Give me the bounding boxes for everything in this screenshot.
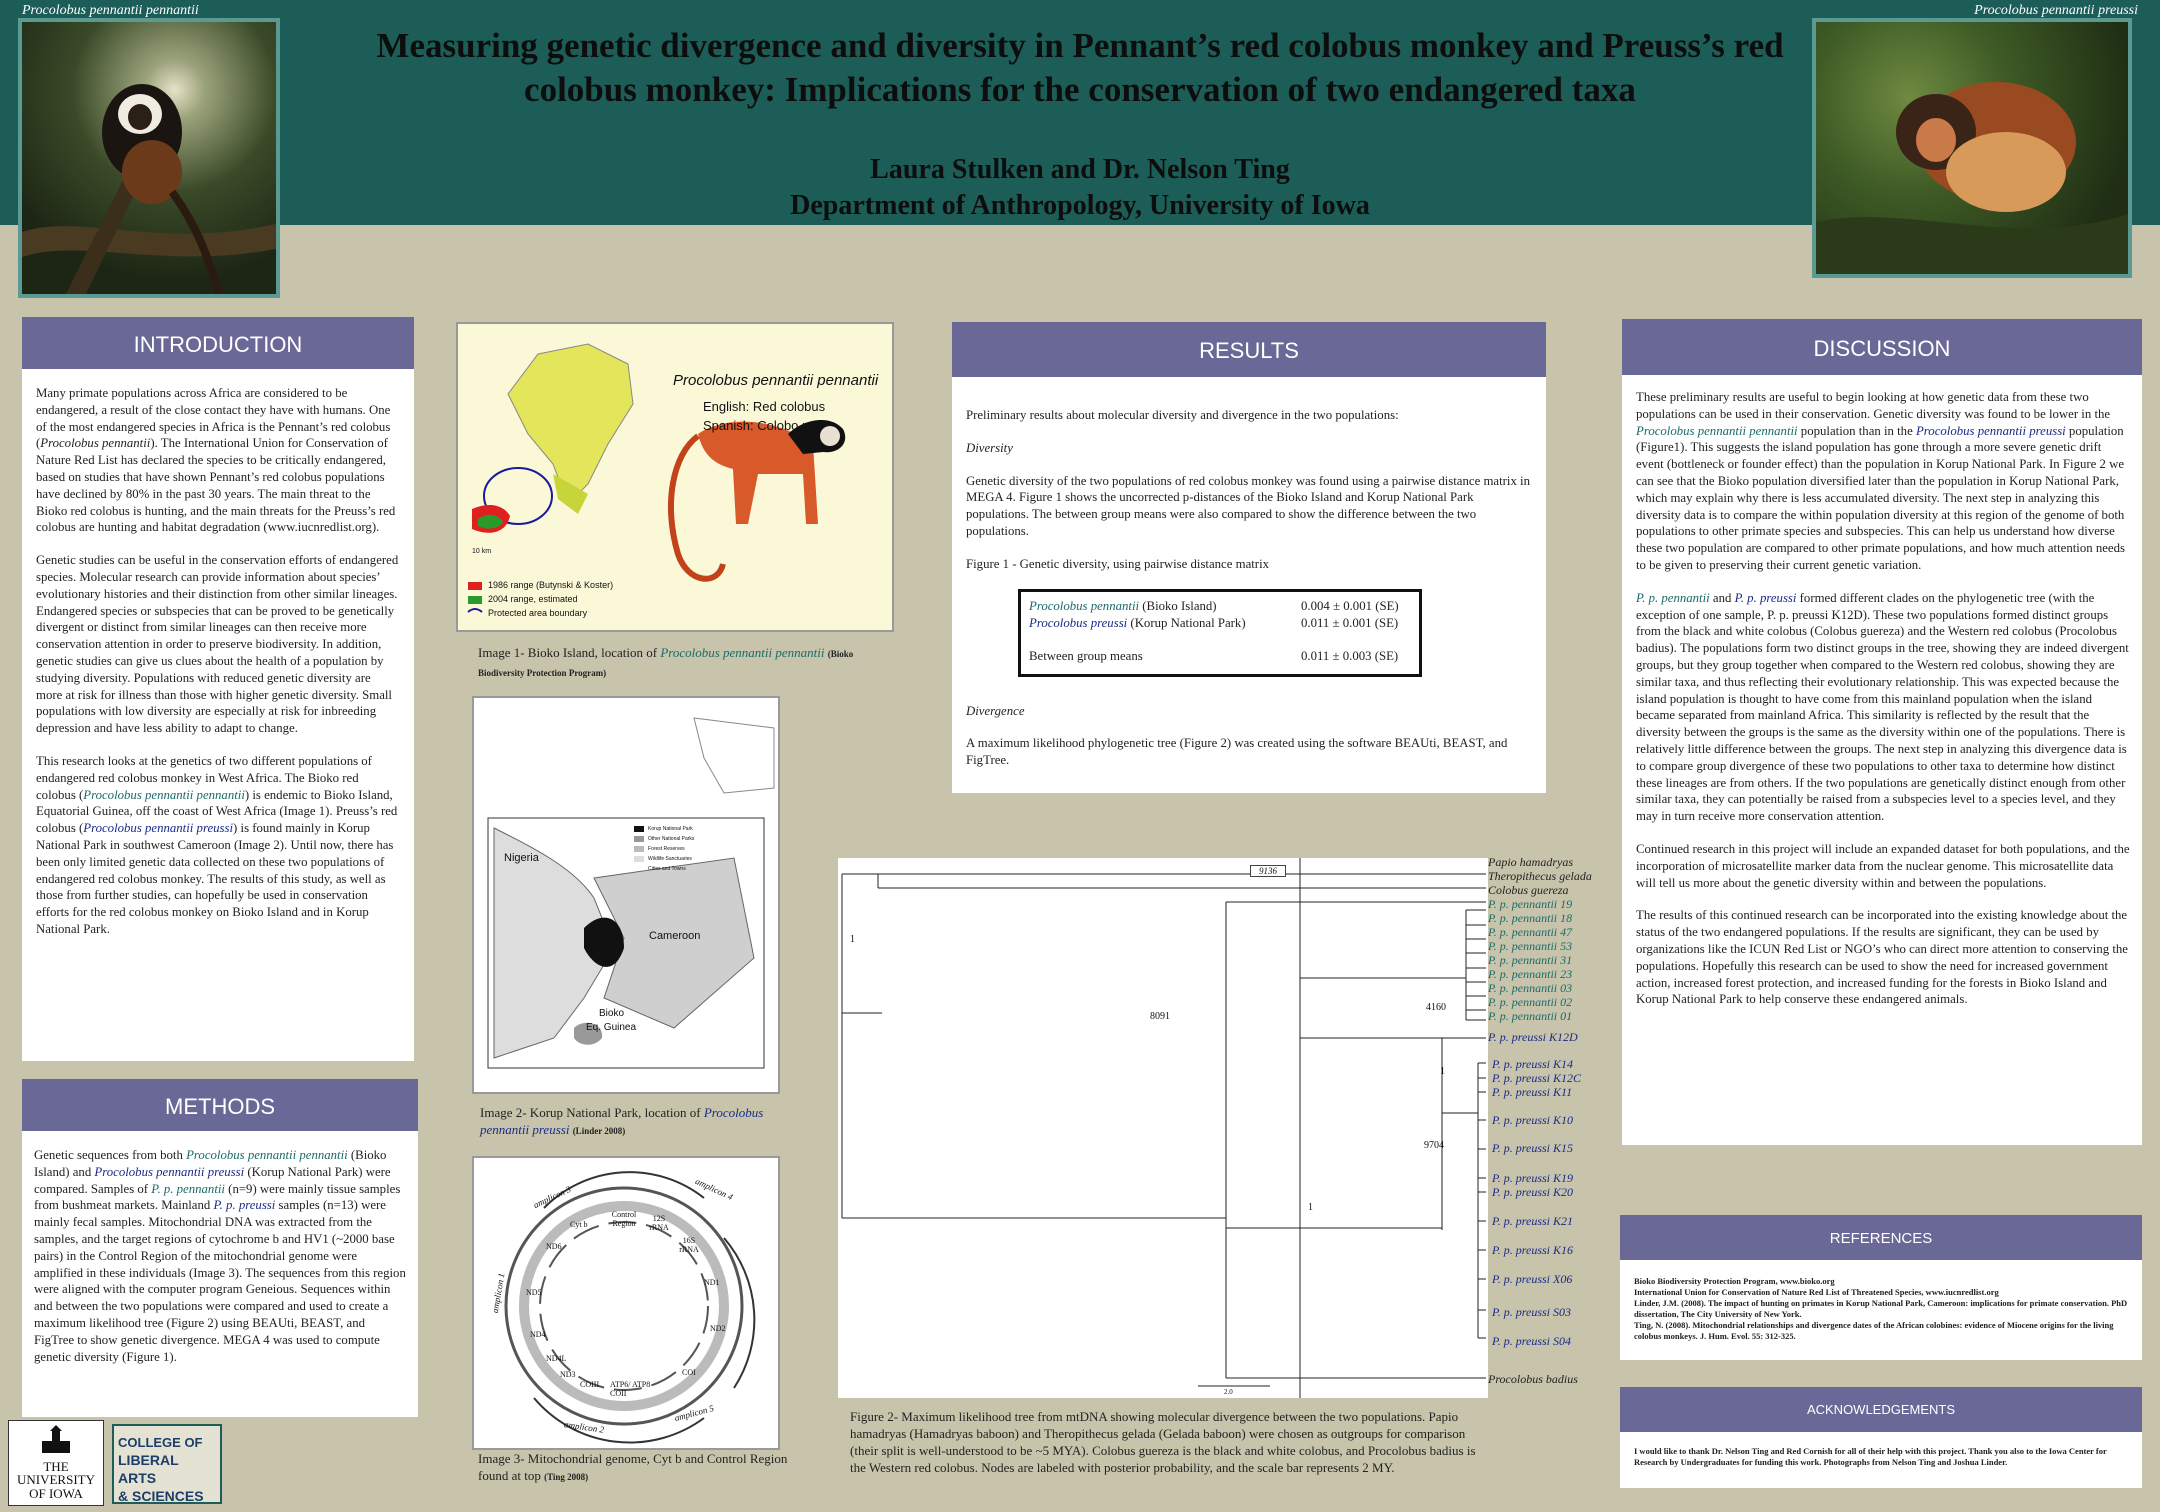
scale-bar-label: 2.0 bbox=[1224, 1388, 1233, 1396]
tree-leaf: P. p. preussi K15 bbox=[1492, 1141, 1574, 1155]
acknowledgements-heading: ACKNOWLEDGEMENTS bbox=[1620, 1387, 2142, 1432]
tree-leaf: P. p. pennantii 19 bbox=[1488, 897, 1573, 911]
acknowledgements-panel bbox=[1620, 1432, 2142, 1488]
figure-1-table bbox=[1018, 589, 1422, 677]
tree-leaf: P. p. preussi K12D bbox=[1488, 1030, 1578, 1044]
image-3-mito-genome: amplicon 3 amplicon 4 amplicon 1 amplicon 5 amplicon 2 Cyt b Control Region 12S rRNA 16S rRNA ND6 ND5 ND1 ND2 ND4 ND4L ND3 COIII ATP6/ ATP8 COII COI bbox=[472, 1156, 780, 1450]
tree-leaf: P. p. preussi K10 bbox=[1492, 1113, 1574, 1127]
references-heading: REFERENCES bbox=[1620, 1215, 2142, 1260]
tree-leaf: P. p. pennantii 02 bbox=[1488, 995, 1573, 1009]
node-label: 1 bbox=[850, 934, 855, 945]
results-intro: Preliminary results about molecular diversity and divergence in the two populations: bbox=[966, 408, 1399, 422]
authors-block bbox=[330, 152, 1830, 224]
node-label: 9704 bbox=[1424, 1140, 1444, 1151]
methods-paragraph: Genetic sequences from both Procolobus pennantii pennantii (Bioko Island) and Procolobus pennantii preussi (Korup National Park) were compared. Samples of P. p. pennantii (n=9) were mainly tissue samples from bushmeat markets. Mainland P. p. preussi samples (n=13) were mainly fecal samples. Mitochondrial DNA was extracted from the samples, and the target regions of cytochrome b and HV1 (~2000 base pairs) in the Control Region of the mitochondrial genome were amplified in these individuals (Image 3). The sequences from this region were aligned with the computer program Geneious. Sequences within and between the two populations were compared and used to create a maximum likelihood tree (Figure 2) using BEAUti, BEAST, and FigTree to show genetic divergence. MEGA 4 was used to compute genetic diversity (Figure 1). bbox=[34, 1148, 406, 1364]
tree-leaf: P. p. preussi K16 bbox=[1492, 1243, 1574, 1257]
tree-leaf: Procolobus badius bbox=[1488, 1372, 1578, 1386]
mito-genome-diagram bbox=[474, 1158, 778, 1448]
image-2-caption: Image 2- Korup National Park, location of Procolobus pennantii preussi (Linder 2008) bbox=[480, 1105, 764, 1137]
poster-title: Measuring genetic divergence and diversity in Pennant’s red colobus monkey and Preuss’s red colobus monkey: Implications for the conservation of two endangered taxa bbox=[376, 26, 1784, 109]
intro-paragraph-1: Many primate populations across Africa are considered to be endangered, a result of the close contact they have with humans. One of the most endangered species in Africa is the Pennant’s red colobus (Procolobus pennantii). The International Union for Conservation of Nature Red List has declared the species to be critically endangered, based on studies that have shown Pennant’s red colobus populations have declined by 80% in the past 30 years. The main threat to the Bioko red colobus is hunting, and the main threats for the Preuss’s red colobus are hunting and habitat degradation (www.iucnredlist.org). bbox=[36, 386, 396, 535]
references-panel bbox=[1620, 1260, 2142, 1360]
tree-leaf: Colobus guereza bbox=[1488, 883, 1569, 897]
discussion-heading: DISCUSSION bbox=[1622, 319, 2142, 375]
image-2-korup-map: Nigeria Cameroon Bioko Eq. Guinea Korup National Park Other National Parks Forest Reserves Wildlife Sanctuaries Cities and Towns bbox=[472, 696, 780, 1094]
tree-leaf: Theropithecus gelada bbox=[1488, 869, 1592, 883]
right-photo-caption: Procolobus pennantii preussi bbox=[1974, 3, 2138, 18]
tree-leaf: P. p. pennantii 18 bbox=[1488, 911, 1573, 925]
figure-1-caption: Figure 1 - Genetic diversity, using pairwise distance matrix bbox=[966, 556, 1270, 571]
university-of-iowa-logo: THE UNIVERSITY OF IOWA bbox=[8, 1420, 104, 1506]
figure-2-caption: Figure 2- Maximum likelihood tree from mtDNA showing molecular divergence between the two populations. Papio hamadryas (Hamadryas baboon) and Theropithecus gelada (Gelada baboon) were chosen as outgroups for comparison (their split is well-understood to be ~5 MYA). Colobus guereza is the black and white colobus, and Procolobus badius is the Western red colobus. Nodes are labeled with posterior probability, and the scale bar represents 2 MY. bbox=[850, 1409, 1476, 1475]
reference-item: Linder, J.M. (2008). The impact of hunting on primates in Korup National Park, Cameroon: implications for primate conservation. PhD dissertation, The City University of New York. bbox=[1634, 1298, 2128, 1319]
bioko-monkey-photo bbox=[18, 18, 280, 298]
image-2-legend: Korup National Park Other National Parks Forest Reserves Wildlife Sanctuaries Cities and Towns bbox=[648, 826, 695, 872]
intro-paragraph-3: This research looks at the genetics of two different populations of endangered red colobus monkey in West Africa. The Bioko red colobus (Procolobus pennantii pennantii) is endemic to Bioko Island, Equatorial Guinea, off the coast of West Africa (Image 1). Preuss’s red colobus (Procolobus pennantii preussi) is found mainly in Korup National Park in southwest Cameroon (Image 2). Until now, there has been only limited genetic data collected on these two populations of endangered red colobus monkey. The results of this study, as well as those from further studies, can hopefully be used in conservation efforts for the red colobus monkey on Bioko Island and in Korup National Park. bbox=[36, 753, 398, 936]
diversity-text: Genetic diversity of the two populations of red colobus monkey was found using a pairwise distance matrix in MEGA 4. Figure 1 shows the uncorrected p-distances of the Bioko Island and Korup National Park populations. The between group means were also compared to show the difference between the two populations. bbox=[966, 473, 1531, 538]
discussion-paragraph-3: Continued research in this project will include an expanded dataset for both populations, and the incorporation of microsatellite marker data from the nuclear genome. This microsatellite data will tell us more about the genetic diversity within and between the populations. bbox=[1636, 841, 2130, 890]
methods-heading: METHODS bbox=[22, 1079, 418, 1131]
intro-paragraph-2: Genetic studies can be useful in the conservation efforts of endangered species. Molecular research can provide information about species’ evolutionary histories and their distinction from other similar lineages. Endangered species or subspecies that can be proved to be genetically divergent or distinct from similar lineages can then receive more conservation attention in order to preserve biodiversity. In addition, genetic studies can give us clues about the health of a population by studying diversity. Populations with reduced genetic diversity are more at risk for illness than those with higher genetic diversity. Small populations with low diversity are especially at risk for inbreeding depression and have less ability to adapt to change. bbox=[36, 553, 399, 736]
discussion-panel bbox=[1622, 375, 2142, 1145]
tree-leaf: P. p. preussi K21 bbox=[1492, 1214, 1574, 1228]
table-row: Procolobus preussi (Korup National Park) 0.011 ± 0.001 (SE) bbox=[1029, 615, 1399, 630]
reference-item: Ting, N. (2008). Mitochondrial relationships and divergence dates of the African colobines: evidence of Miocene origins for the living colobus monkeys. J. Hum. Evol. 55: 312-325. bbox=[1634, 1320, 2114, 1341]
introduction-heading: INTRODUCTION bbox=[22, 317, 414, 369]
introduction-panel bbox=[22, 369, 414, 1061]
tree-leaf: P. p. pennantii 23 bbox=[1488, 967, 1573, 981]
tree-leaf: P. p. pennantii 01 bbox=[1488, 1009, 1573, 1023]
acknowledgements-text: I would like to thank Dr. Nelson Ting and Red Cornish for all of their help with this project. Thank you also to the Iowa Center for Research by Undergraduates for funding this work. Photographs from Nelson Ting and Joshua Linder. bbox=[1634, 1446, 2107, 1467]
department: Department of Anthropology, University of Iowa bbox=[790, 190, 1370, 221]
node-label: 9136 bbox=[1250, 865, 1286, 877]
divergence-heading: Divergence bbox=[966, 703, 1025, 718]
korup-monkey-photo bbox=[1812, 18, 2132, 278]
discussion-paragraph-4: The results of this continued research can be incorporated into the existing knowledge about the status of the two endangered populations. If the results are significant, they can be used by organizations like the ICUN Red List or NGO’s who can direct more attention to conserving the populations. Hopefully this research can be used to show the need for increased government action, increased forest protection, and increased funding for the forests in Bioko Island and Korup National Park to help conserve these endangered animals. bbox=[1636, 908, 2128, 1007]
tree-leaf: P. p. preussi K11 bbox=[1492, 1085, 1573, 1099]
phylogenetic-tree bbox=[838, 858, 1488, 1398]
left-photo-caption: Procolobus pennantii pennantii bbox=[22, 3, 199, 18]
table-row: Procolobus pennantii (Bioko Island) 0.004 ± 0.001 (SE) bbox=[1029, 598, 1399, 613]
divergence-text: A maximum likelihood phylogenetic tree (Figure 2) was created using the software BEAUti, BEAST, and FigTree. bbox=[966, 736, 1508, 768]
results-heading: RESULTS bbox=[952, 322, 1546, 377]
old-capitol-icon bbox=[36, 1425, 76, 1455]
tree-leaf: P. p. preussi K12C bbox=[1492, 1071, 1582, 1085]
tree-leaf: P. p. preussi S03 bbox=[1492, 1305, 1572, 1319]
discussion-paragraph-1: These preliminary results are useful to begin looking at how genetic data from these two populations can be used in their conservation. Genetic diversity was found to be lower in the Procolobus pennantii pennantii population than in the Procolobus pennantii preussi population (Figure1). This suggests the island population has gone through a more severe genetic drift event (bottleneck or founder effect) than the population in Korup National Park. In Figure 2 we can see that the Bioko population diversified later than the population in Korup National Park, which may explain why there is less accumulated diversity. The next step in analyzing this diversity data is to compare the within population diversity at this region of the genome of both populations to other primate species and subspecies. This can help us understand how diverse these two population are compared to other primate populations, and how much attention needs to be given to preserving their current genetic variation. bbox=[1636, 390, 2125, 572]
node-label: 1 bbox=[1440, 1066, 1445, 1077]
tree-leaf: P. p. preussi K14 bbox=[1492, 1057, 1574, 1071]
diversity-heading: Diversity bbox=[966, 440, 1013, 455]
image-3-caption: Image 3- Mitochondrial genome, Cyt b and Control Region found at top (Ting 2008) bbox=[478, 1451, 788, 1483]
node-label: 4160 bbox=[1426, 1002, 1446, 1013]
results-panel bbox=[952, 377, 1546, 793]
node-label: 1 bbox=[1308, 1202, 1313, 1213]
clas-logo: COLLEGE OF LIBERAL ARTS & SCIENCES bbox=[112, 1424, 222, 1504]
reference-item: Bioko Biodiversity Protection Program, www.bioko.org bbox=[1634, 1276, 1835, 1286]
tree-leaf: P. p. pennantii 31 bbox=[1488, 953, 1573, 967]
reference-item: International Union for Conservation of Nature Red List of Threatened Species, www.iucnredlist.org bbox=[1634, 1287, 1999, 1297]
node-label: 8091 bbox=[1150, 1011, 1170, 1022]
tree-leaf: P. p. pennantii 53 bbox=[1488, 939, 1573, 953]
tree-leaf: P. p. preussi X06 bbox=[1492, 1272, 1573, 1286]
image-1-caption: Image 1- Bioko Island, location of Procolobus pennantii pennantii (Bioko Biodiversity Protection Program) bbox=[478, 645, 854, 678]
discussion-paragraph-2: P. p. pennantii and P. p. preussi formed different clades on the phylogenetic tree (with the exception of one sample, P. p. preussi K12D). These two populations formed distinct groups from the black and white colobus (Colobus guereza) and the Western red colobus (Procolobus badius). The populations form two distinct groups in the tree, showing they are indeed divergent groups, but they group together when compared to the Western red colobus, showing they are similar taxa, and thus reflecting their evolutionary relationship. This was expected because the island population is thought to have come from this mainland population when the island became separated from mainland Africa. This similarity is reflected by the result that the diversity between the groups is the same as the diversity within one of the populations. There is relatively little difference between the groups. The next step in analyzing this divergence data is to compare group divergence of these two populations to other taxa to determine how distinct these lineages are from others. If the two populations are genetically distinct enough from other similar taxa, they can potentially be raised from a subspecies level to a species level, and they may in turn receive more conservation attention. bbox=[1636, 590, 2129, 824]
tree-leaf: P. p. preussi S04 bbox=[1492, 1334, 1572, 1348]
tree-leaf: P. p. pennantii 47 bbox=[1488, 925, 1573, 939]
authors: Laura Stulken and Dr. Nelson Ting bbox=[870, 154, 1290, 185]
tree-leaf: P. p. pennantii 03 bbox=[1488, 981, 1573, 995]
tree-leaf: Papio hamadryas bbox=[1488, 855, 1573, 869]
tree-leaf: P. p. preussi K19 bbox=[1492, 1171, 1574, 1185]
tree-leaf: P. p. preussi K20 bbox=[1492, 1185, 1574, 1199]
image-1-bioko-map: Procolobus pennantii pennantii English: Red colobus Spanish: Colobo rojo 10 km 1986 range (Butynski & Koster) 2004 range, estimated Protected area boundary bbox=[456, 322, 894, 632]
figure-2-tree-panel bbox=[838, 858, 1488, 1398]
table-row: Between group means 0.011 ± 0.003 (SE) bbox=[1029, 648, 1399, 663]
methods-panel bbox=[22, 1131, 418, 1417]
